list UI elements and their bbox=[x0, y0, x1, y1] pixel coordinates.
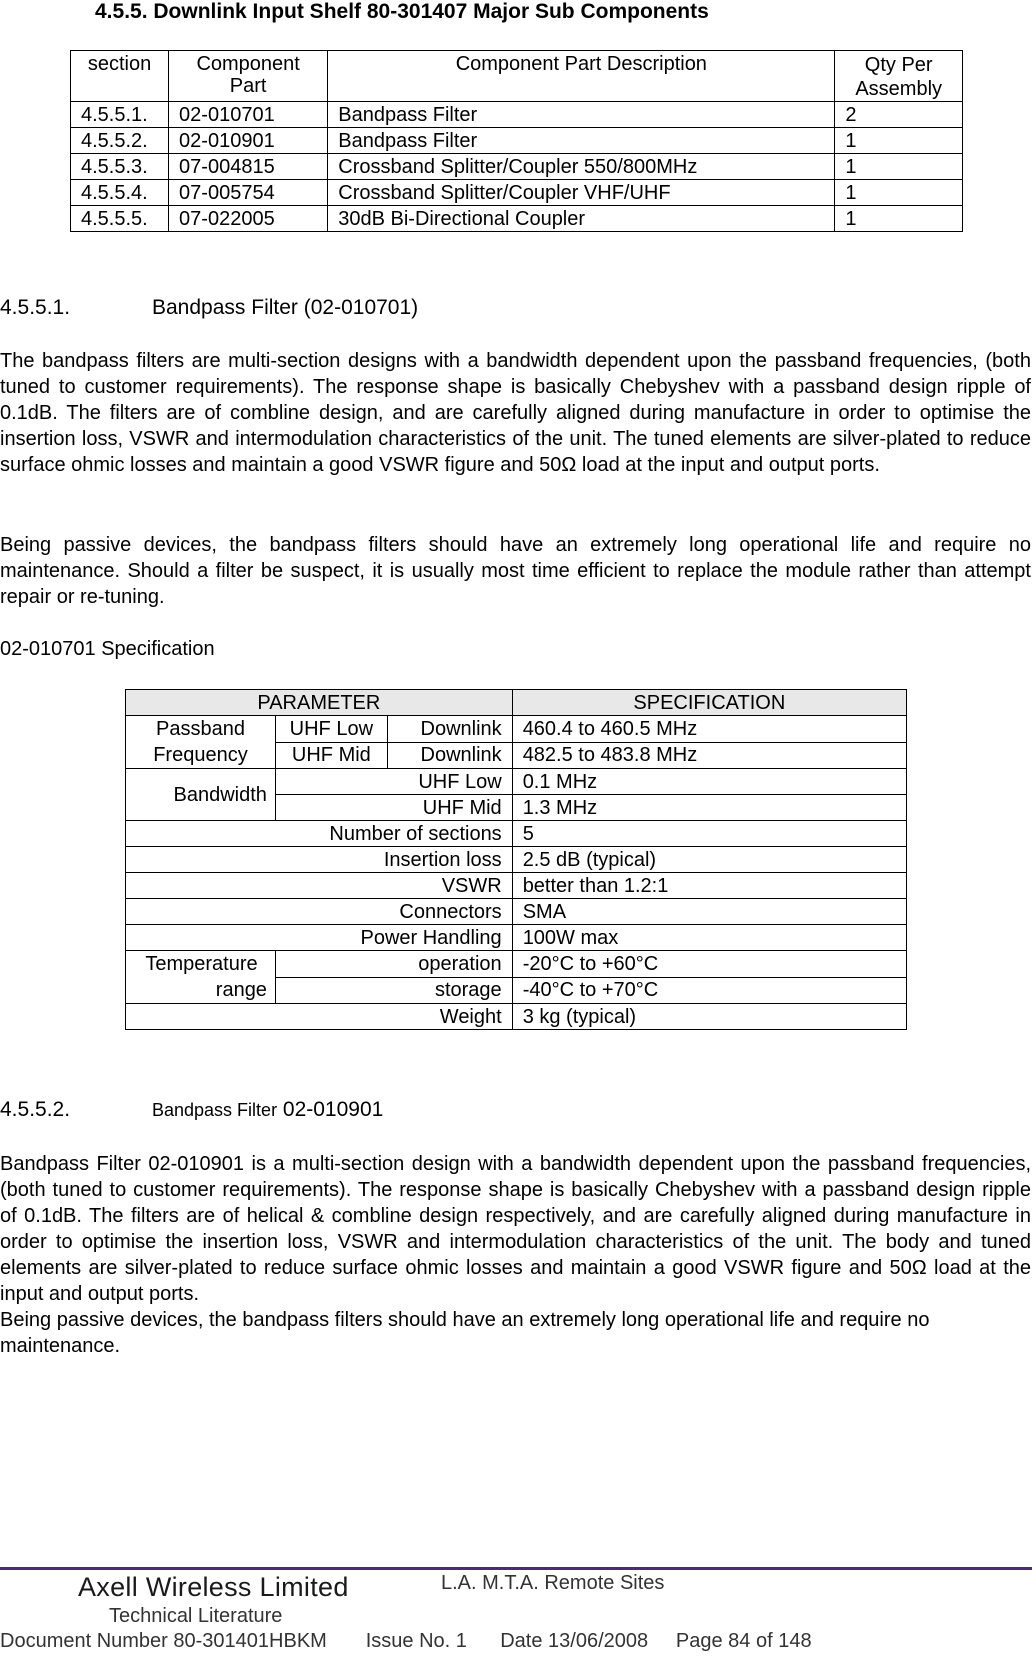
power-value: 100W max bbox=[512, 925, 906, 951]
temperature-label bbox=[126, 951, 276, 1004]
table-row bbox=[71, 128, 963, 154]
spec-header-specification: SPECIFICATION bbox=[512, 690, 906, 716]
temperature-label-line1: Temperature bbox=[145, 953, 258, 975]
cell-section: 4.5.5.3. bbox=[71, 154, 169, 180]
section-number: 4.5.5.2. bbox=[0, 1098, 71, 1121]
cell-description: Bandpass Filter bbox=[328, 128, 835, 154]
table-row bbox=[71, 180, 963, 206]
section-code: 02-010901 bbox=[282, 1098, 384, 1121]
weight-value: 3 kg (typical) bbox=[512, 1004, 906, 1030]
bandwidth-mid-value: 1.3 MHz bbox=[512, 795, 906, 821]
section1-paragraph-2: Being passive devices, the bandpass filters should have an extremely long operational life and require no maintenance. Should a filter be suspect, it is usually most time efficient to replace the module rather than attempt repair or re-tuning. bbox=[0, 534, 1031, 608]
weight-label: Weight bbox=[126, 1004, 513, 1030]
insertion-label: Insertion loss bbox=[126, 847, 513, 873]
cell-section: 4.5.5.2. bbox=[71, 128, 169, 154]
connectors-label: Connectors bbox=[126, 899, 513, 925]
cell-section: 4.5.5.1. bbox=[71, 102, 169, 128]
spec-header-parameter: PARAMETER bbox=[126, 690, 513, 716]
spec-table bbox=[125, 689, 907, 1030]
connectors-value: SMA bbox=[512, 899, 906, 925]
bandwidth-uhf-low: UHF Low bbox=[275, 769, 512, 795]
passband-label: Passband Frequency bbox=[126, 716, 276, 769]
table-header-row bbox=[71, 51, 963, 102]
vswr-value: better than 1.2:1 bbox=[512, 873, 906, 899]
sections-value: 5 bbox=[512, 821, 906, 847]
cell-qty: 1 bbox=[835, 128, 963, 154]
section2-paragraph-1: Bandpass Filter 02-010901 is a multi-section design with a bandwidth dependent upon the passband frequencies, (both tuned to customer requirements). The response shape is basically Chebyshev with a passband design ripple of 0.1dB. The filters are of helical & combline design respectively, and are carefully aligned during manufacture in order to optimise the insertion loss, VSWR and intermodulation characteristics of the unit. The body and tuned elements are silver-plated to reduce surface ohmic losses and maintain a good VSWR figure and 50Ω load at the input and output ports. bbox=[0, 1153, 1031, 1305]
section-heading-4-5-5-2 bbox=[0, 1098, 383, 1122]
footer-tech-lit: Technical Literature bbox=[109, 1605, 283, 1627]
bandwidth-low-value: 0.1 MHz bbox=[512, 769, 906, 795]
cell-part: 02-010701 bbox=[169, 102, 328, 128]
spec-label: 02-010701 Specification bbox=[0, 638, 215, 660]
storage-label: storage bbox=[275, 977, 512, 1004]
sections-label: Number of sections bbox=[126, 821, 513, 847]
section2-paragraph-2: Being passive devices, the bandpass filters should have an extremely long operational life and require no maintenance. bbox=[0, 1309, 930, 1357]
footer-doc-line: Document Number 80-301401HBKM Issue No. 1 Date 13/06/2008 Page 84 of 148 bbox=[0, 1630, 812, 1652]
vswr-label: VSWR bbox=[126, 873, 513, 899]
col-header-qty: Qty Per Assembly bbox=[835, 51, 963, 102]
passband-downlink: Downlink bbox=[387, 742, 512, 769]
section-heading-4-5-5-1 bbox=[0, 296, 418, 320]
table-row bbox=[71, 102, 963, 128]
col-header-section: section bbox=[71, 51, 169, 102]
col-header-part: Component Part bbox=[169, 51, 328, 102]
cell-description: 30dB Bi-Directional Coupler bbox=[328, 206, 835, 232]
bandwidth-label: Bandwidth bbox=[126, 769, 276, 821]
temperature-label-line2: range bbox=[215, 979, 267, 1001]
passband-uhf-low: UHF Low bbox=[275, 716, 387, 743]
cell-section: 4.5.5.5. bbox=[71, 206, 169, 232]
cell-qty: 2 bbox=[835, 102, 963, 128]
footer-company: Axell Wireless Limited bbox=[78, 1572, 349, 1602]
page-title: 4.5.5. Downlink Input Shelf 80-301407 Major Sub Components bbox=[95, 0, 709, 23]
cell-description: Crossband Splitter/Coupler 550/800MHz bbox=[328, 154, 835, 180]
storage-value: -40°C to +70°C bbox=[512, 977, 906, 1004]
cell-description: Crossband Splitter/Coupler VHF/UHF bbox=[328, 180, 835, 206]
power-label: Power Handling bbox=[126, 925, 513, 951]
passband-low-value: 460.4 to 460.5 MHz bbox=[512, 716, 906, 743]
cell-part: 07-004815 bbox=[169, 154, 328, 180]
bandwidth-uhf-mid: UHF Mid bbox=[275, 795, 512, 821]
cell-description: Bandpass Filter bbox=[328, 102, 835, 128]
cell-qty: 1 bbox=[835, 180, 963, 206]
cell-qty: 1 bbox=[835, 154, 963, 180]
passband-uhf-mid: UHF Mid bbox=[275, 742, 387, 769]
section-title: Bandpass Filter bbox=[152, 1100, 278, 1120]
section-title: Bandpass Filter (02-010701) bbox=[152, 296, 419, 319]
cell-part: 07-005754 bbox=[169, 180, 328, 206]
cell-part: 07-022005 bbox=[169, 206, 328, 232]
operation-label: operation bbox=[275, 951, 512, 978]
cell-section: 4.5.5.4. bbox=[71, 180, 169, 206]
cell-part: 02-010901 bbox=[169, 128, 328, 154]
insertion-value: 2.5 dB (typical) bbox=[512, 847, 906, 873]
cell-qty: 1 bbox=[835, 206, 963, 232]
col-header-description: Component Part Description bbox=[328, 51, 835, 102]
operation-value: -20°C to +60°C bbox=[512, 951, 906, 978]
passband-downlink: Downlink bbox=[387, 716, 512, 743]
passband-mid-value: 482.5 to 483.8 MHz bbox=[512, 742, 906, 769]
section-number: 4.5.5.1. bbox=[0, 296, 71, 319]
section1-paragraph-1: The bandpass filters are multi-section designs with a bandwidth dependent upon the passband frequencies, (both tuned to customer requirements). The response shape is basically Chebyshev with a passband design ripple of 0.1dB. The filters are of combline design, and are carefully aligned during manufacture in order to optimise the insertion loss, VSWR and intermodulation characteristics of the unit. The tuned elements are silver-plated to reduce surface ohmic losses and maintain a good VSWR figure and 50Ω load at the input and output ports. bbox=[0, 350, 1031, 476]
footer-divider bbox=[0, 1567, 1032, 1570]
footer-site: L.A. M.T.A. Remote Sites bbox=[441, 1572, 665, 1594]
table-row bbox=[71, 154, 963, 180]
components-table bbox=[70, 50, 963, 232]
table-row bbox=[71, 206, 963, 232]
